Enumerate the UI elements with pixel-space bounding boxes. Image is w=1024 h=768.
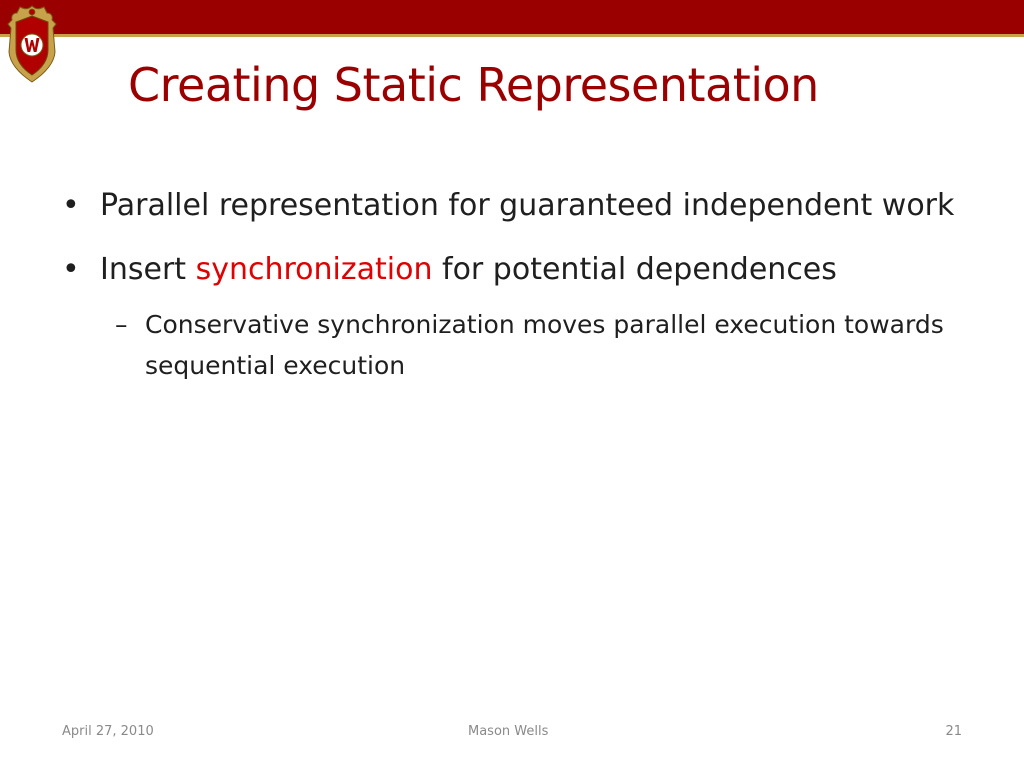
- header-accent-line: [0, 34, 1024, 37]
- sub-bullet-text: Conservative synchronization moves parallel execution towards sequential execution: [145, 310, 944, 380]
- slide-title: Creating Static Representation: [128, 58, 819, 112]
- bullet-item: [62, 182, 982, 229]
- bullet-text: Insert: [100, 252, 196, 287]
- slide-body: [62, 182, 982, 386]
- bullet-marker: •: [62, 188, 80, 223]
- bullet-text: Parallel representation for guaranteed independent work: [100, 188, 955, 223]
- footer-date: April 27, 2010: [62, 724, 154, 739]
- header-bar: [0, 0, 1024, 34]
- bullet-marker: •: [62, 252, 80, 287]
- bullet-item: [62, 246, 982, 293]
- footer-page-number: 21: [945, 724, 962, 739]
- footer-author: Mason Wells: [468, 724, 549, 739]
- uw-crest-icon: [6, 4, 58, 84]
- bullet-text: for potential dependences: [432, 252, 837, 287]
- highlighted-term: synchronization: [195, 252, 433, 287]
- sub-bullet-marker: –: [115, 310, 128, 339]
- sub-bullet-item: [62, 304, 982, 386]
